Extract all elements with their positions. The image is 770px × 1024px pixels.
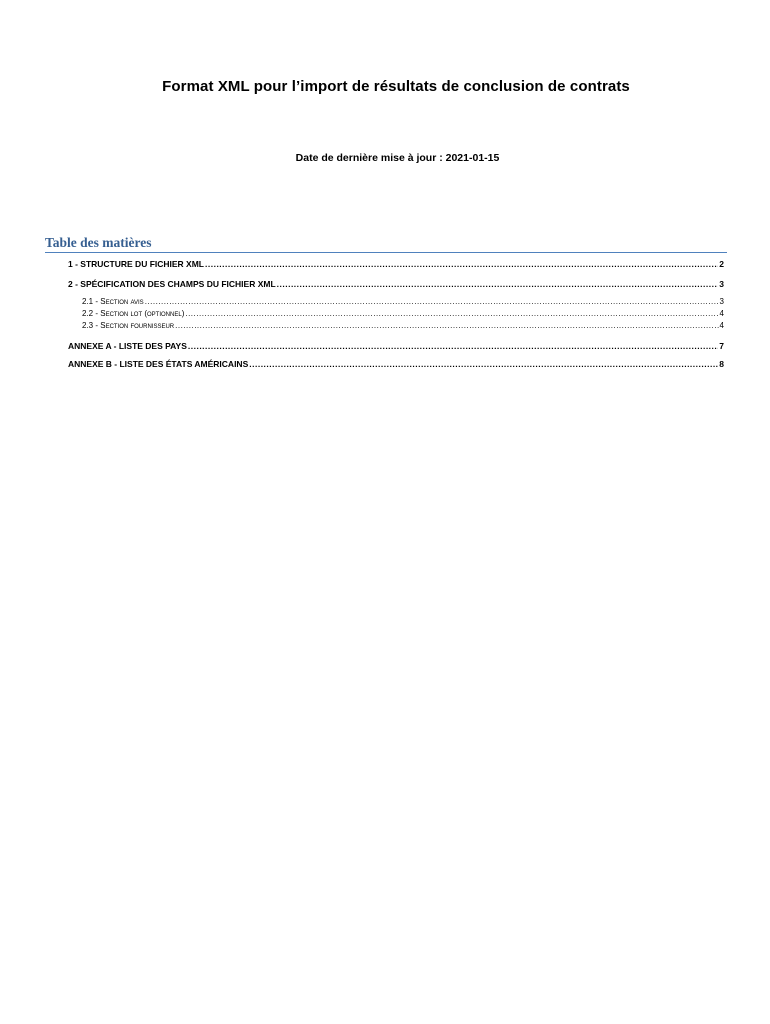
toc-entry-section-fournisseur[interactable] [82,321,724,330]
toc-page-number: 7 [719,341,724,351]
toc-entry-section-lot[interactable] [82,309,724,318]
toc-entry-annexe-b[interactable] [68,359,724,369]
toc-entry-title: Section avis [100,297,144,306]
toc-entry-label [82,321,174,330]
toc-entry-number: 2.2 - [82,309,101,318]
toc-page-number: 3 [719,297,724,306]
toc-entry-section-avis[interactable] [82,297,724,306]
toc-heading: Table des matières [45,235,727,253]
toc-entry-annexe-a[interactable] [68,341,724,351]
toc-dot-leader [145,297,719,306]
toc-dot-leader [205,259,718,269]
toc-entry-specification[interactable] [68,279,724,289]
toc-page-number: 4 [719,321,724,330]
toc-dot-leader [175,321,718,330]
toc-entry-structure[interactable] [68,259,724,269]
toc-entry-label [82,297,144,306]
toc-entry-label: ANNEXE B - LISTE DES ÉTATS AMÉRICAINS [68,359,249,369]
last-update-date: Date de dernière mise à jour : 2021-01-15 [295,152,500,164]
toc-entry-label: 2 - SPÉCIFICATION DES CHAMPS DU FICHIER XML [68,279,276,289]
document-title: Format XML pour l’import de résultats de conclusion de contrats [162,78,630,95]
toc-page-number: 2 [719,259,724,269]
toc-entry-title: Section lot (optionnel) [100,309,185,318]
toc-dot-leader [188,341,718,351]
toc-entry-number: 2.3 - [82,321,101,330]
toc-page-number: 3 [719,279,724,289]
toc-page-number: 8 [719,359,724,369]
toc-dot-leader [249,359,718,369]
toc-dot-leader [277,279,719,289]
toc-entry-label: ANNEXE A - LISTE DES PAYS [68,341,187,351]
toc-entry-number: 2.1 - [82,297,101,306]
toc-entry-label: 1 - STRUCTURE DU FICHIER XML [68,259,204,269]
toc-entry-title: Section fournisseur [100,321,175,330]
toc-page-number: 4 [719,309,724,318]
toc-dot-leader [185,309,718,318]
toc-entry-label [82,309,184,318]
